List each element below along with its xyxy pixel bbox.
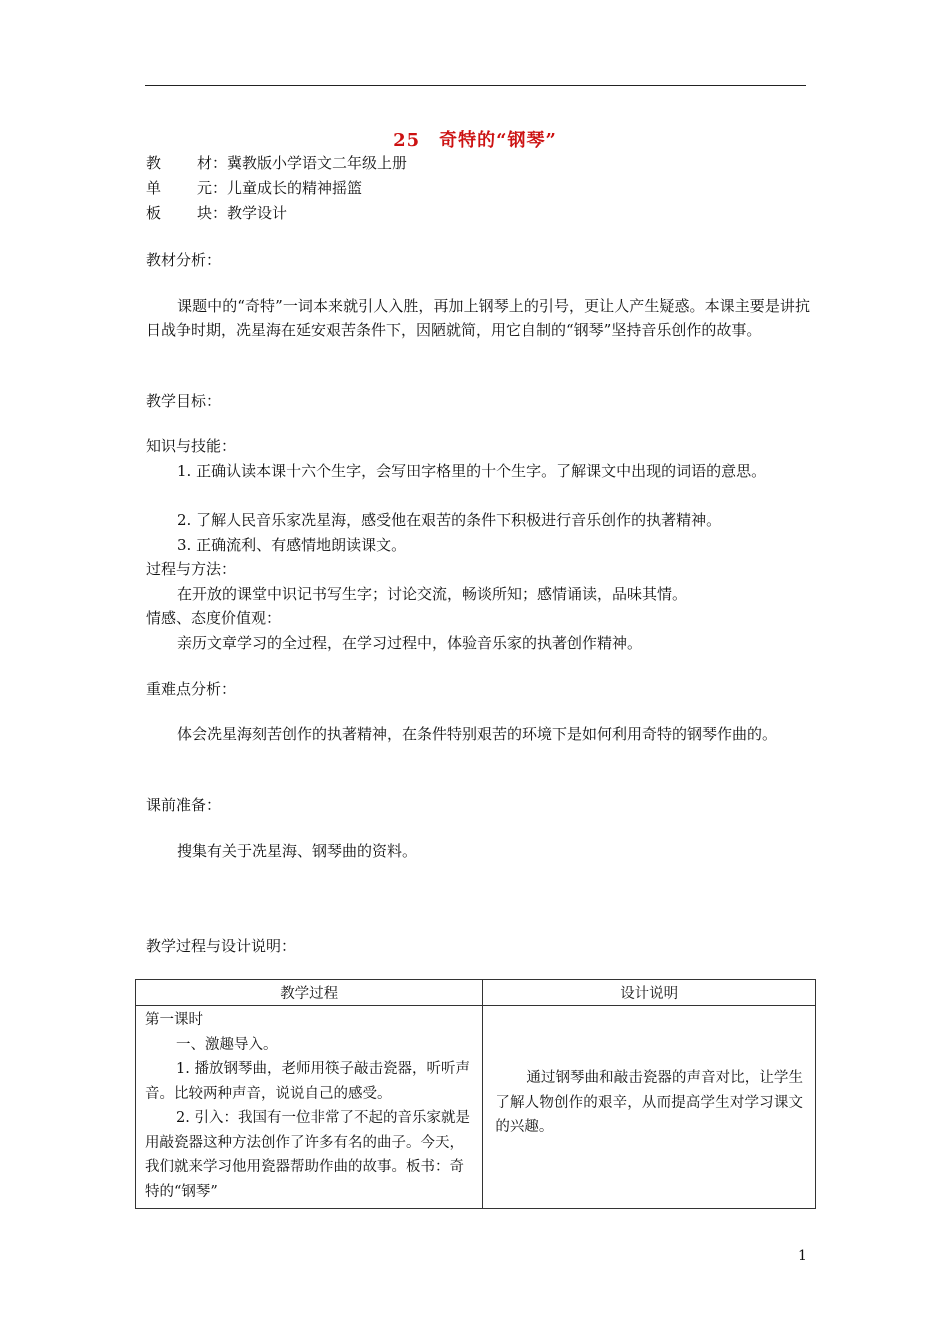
step-label: 一、激趣导入。 xyxy=(176,1036,278,1053)
meta-key: 板块 xyxy=(146,204,212,222)
lesson-title: 25 奇特的“钢琴” xyxy=(393,130,557,151)
meta-value: 教学设计 xyxy=(227,204,288,222)
prep-heading: 课前准备： xyxy=(146,796,222,814)
emotion-text: 亲历文章学习的全过程，在学习过程中，体验音乐家的执著创作精神。 xyxy=(177,634,643,652)
table-header-row xyxy=(136,980,816,1006)
analysis-heading: 教材分析： xyxy=(146,251,222,269)
meta-key: 单元 xyxy=(146,179,212,197)
page-number: 1 xyxy=(798,1248,807,1264)
meta-value: 儿童成长的精神摇篮 xyxy=(227,179,363,197)
process-heading: 过程与方法： xyxy=(146,560,237,578)
process-text: 在开放的课堂中识记书写生字；讨论交流，畅谈所知；感情诵读，品味其情。 xyxy=(177,585,688,603)
table-heading: 教学过程与设计说明： xyxy=(146,937,297,955)
knowledge-item-2: 2. 了解人民音乐家冼星海，感受他在艰苦的条件下积极进行音乐创作的执著精神。 xyxy=(177,511,722,529)
difficulty-heading: 重难点分析： xyxy=(146,680,237,698)
lesson-plan-table xyxy=(135,979,816,1209)
meta-key: 教材 xyxy=(146,154,212,172)
table-row xyxy=(136,1006,816,1209)
knowledge-item-1: 1. 正确认读本课十六个生字，会写田字格里的十个生字。了解课文中出现的词语的意思。 xyxy=(177,462,767,480)
design-note-text: 通过钢琴曲和敲击瓷器的声音对比，让学生了解人物创作的艰辛，从而提高学生对学习课文的兴趣。 xyxy=(495,1070,803,1135)
difficulty-text: 体会冼星海刻苦创作的执著精神，在条件特别艰苦的环境下是如何利用奇特的钢琴作曲的。 xyxy=(177,725,778,743)
knowledge-heading: 知识与技能： xyxy=(146,437,237,455)
meta-unit: 单元：儿童成长的精神摇篮 xyxy=(146,179,363,197)
step-item-1: 1. 播放钢琴曲，老师用筷子敲击瓷器，听听声音。比较两种声音，说说自己的感受。 xyxy=(145,1061,470,1102)
session-label: 第一课时 xyxy=(145,1012,203,1028)
header-rule xyxy=(145,85,806,86)
column-header-process: 教学过程 xyxy=(136,980,483,1006)
process-cell xyxy=(136,1006,483,1209)
meta-value: 冀教版小学语文二年级上册 xyxy=(227,154,408,172)
column-header-notes: 设计说明 xyxy=(483,980,816,1006)
analysis-text: 课题中的“奇特”一词本来就引人入胜，再加上钢琴上的引号，更让人产生疑惑。本课主要是讲抗日战争时期，冼星海在延安艰苦条件下，因陋就简，用它自制的“钢琴”坚持音乐创作的故事。 xyxy=(146,297,810,339)
design-note-cell xyxy=(483,1006,816,1209)
knowledge-item-3: 3. 正确流利、有感情地朗读课文。 xyxy=(177,536,407,554)
emotion-heading: 情感、态度价值观： xyxy=(146,609,282,627)
meta-textbook: 教材：冀教版小学语文二年级上册 xyxy=(146,154,408,172)
prep-text: 搜集有关于冼星海、钢琴曲的资料。 xyxy=(177,842,418,860)
step-item-2: 2. 引入：我国有一位非常了不起的音乐家就是用敲瓷器这种方法创作了许多有名的曲子。今天，我们就来学习他用瓷器帮助作曲的故事。板书：奇特的“钢琴” xyxy=(145,1110,470,1200)
goals-heading: 教学目标： xyxy=(146,392,222,410)
meta-block: 板块：教学设计 xyxy=(146,204,288,222)
